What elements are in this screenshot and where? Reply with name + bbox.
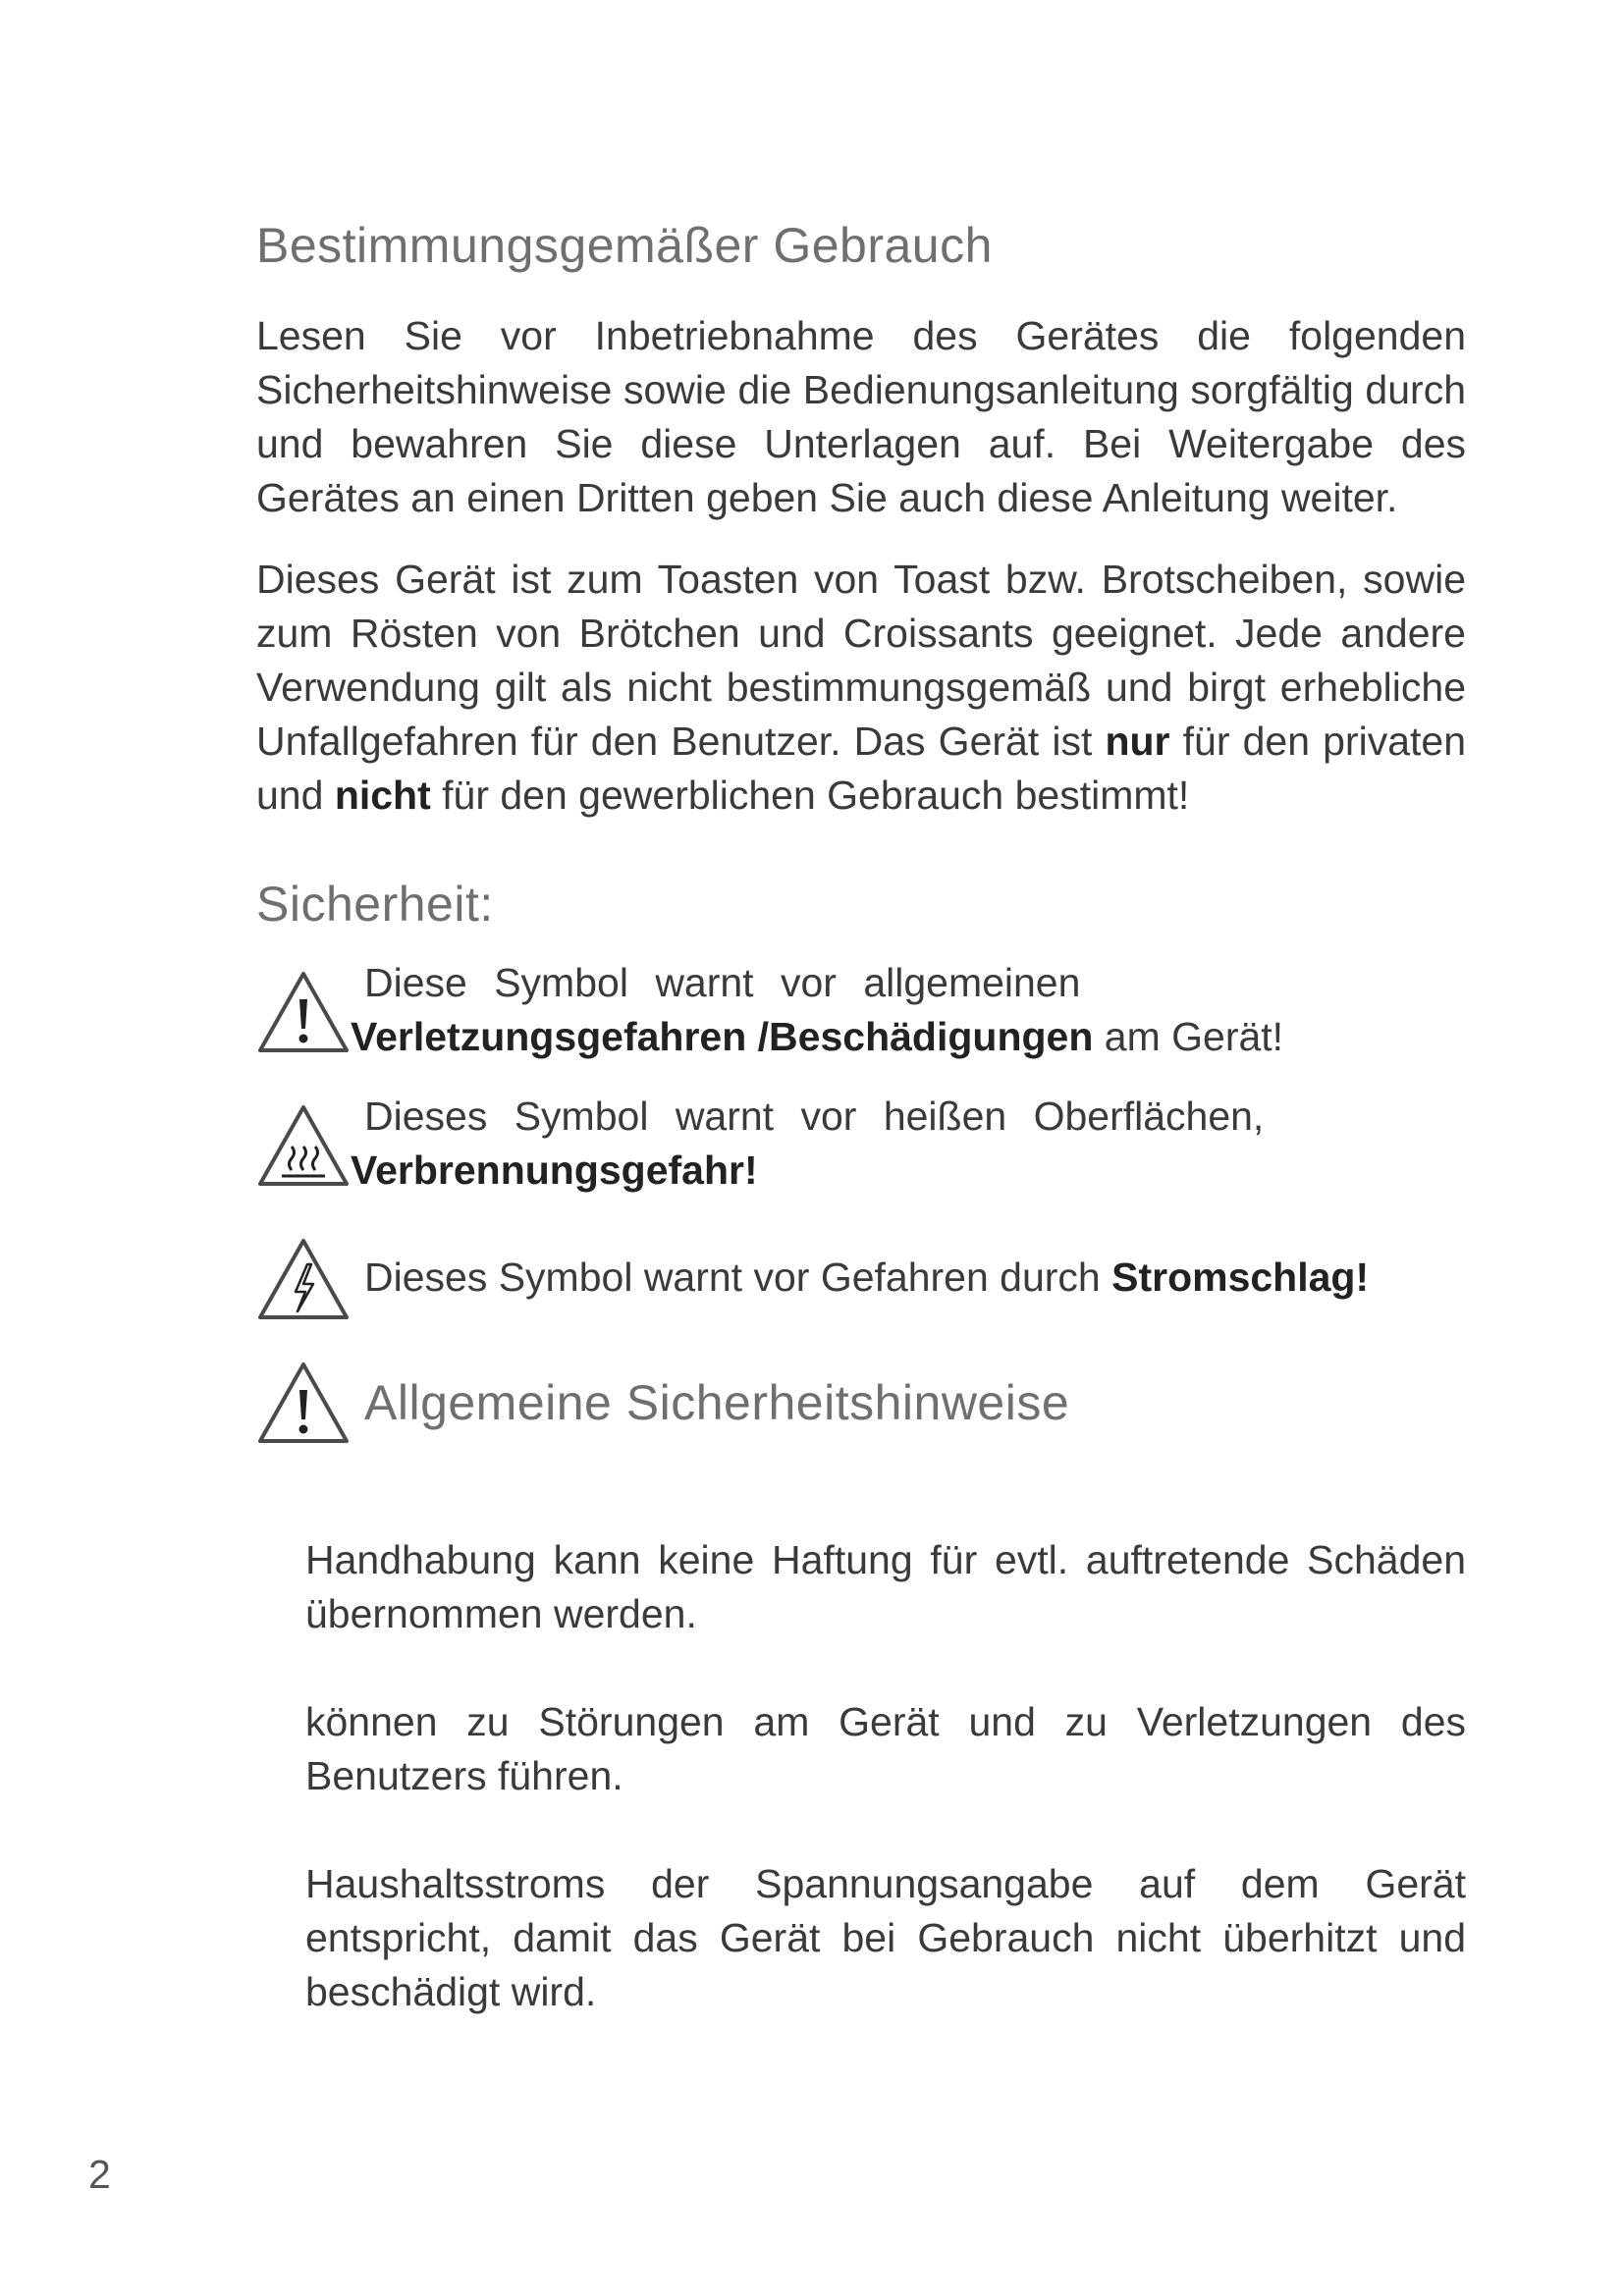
heading-intended-use: Bestimmungsgemäßer Gebrauch [256, 218, 993, 273]
list-item: Haushaltsstroms der Spannungsangabe auf dem Gerät entspricht, damit das Gerät bei Gebrauch nicht überhitzt und beschädigt wird. [305, 1861, 1466, 2014]
electric-shock-warning-icon [256, 1237, 351, 1321]
paragraph-intended-use-part3: für den gewerblichen Gebrauch bestimmt! [430, 773, 1190, 818]
symbol-general-bold: Verletzungsgefahren /Beschädigungen [351, 1014, 1094, 1059]
symbol-hot-bold: Verbrennungsgefahr! [351, 1148, 758, 1193]
warning-exclamation-icon [256, 1361, 351, 1445]
symbol-row-hot-surface [256, 1090, 1466, 1198]
symbol-general-line2 [351, 1010, 1466, 1064]
symbol-electric-text: Dieses Symbol warnt vor Gefahren durch [364, 1255, 1112, 1300]
symbol-general-line1: Diese Symbol warnt vor allgemeinen [364, 960, 1081, 1005]
symbol-row-general-warning [256, 956, 1466, 1064]
symbol-hot-line2 [351, 1144, 1466, 1198]
hot-surface-warning-icon [256, 1103, 351, 1188]
symbol-row-electric-shock [256, 1223, 1466, 1321]
heading-safety: Sicherheit: [256, 877, 494, 932]
symbol-general-rest: am Gerät! [1093, 1014, 1284, 1059]
emphasis-not: nicht [334, 773, 431, 818]
heading-general-safety: Allgemeine Sicherheitshinweise [364, 1375, 1070, 1430]
paragraph-intended-use-part1: Dieses Gerät ist zum Toasten von Toast bzw. Brotscheiben, sowie zum Rösten von Brötchen und Croissants geeignet. Jede andere Verwendung gilt als nicht bestimmungsgemäß und birgt erhebliche Unfallgefahren für den Benutzer. Das Gerät ist [256, 557, 1466, 764]
paragraph-intended-use-part2: für den privaten und [256, 719, 1466, 818]
list-item: können zu Störungen am Gerät und zu Verletzungen des Benutzers führen. [305, 1699, 1466, 1798]
symbol-description-hot [351, 1090, 1466, 1198]
symbol-description-electric [351, 1223, 1466, 1305]
symbol-description-general [351, 956, 1466, 1064]
warning-exclamation-icon [256, 970, 351, 1054]
paragraph-intended-use [256, 553, 1466, 823]
general-safety-heading-row [256, 1361, 1466, 1445]
paragraph-instructions: Lesen Sie vor Inbetriebnahme des Gerätes die folgenden Sicherheitshinweise sowie die Bedienungsanleitung sorgfältig durch und bewahren Sie diese Unterlagen auf. Bei Weitergabe des Gerätes an einen Dritten geben Sie auch diese Anleitung weiter. [256, 313, 1466, 520]
symbol-hot-line1: Dieses Symbol warnt vor heißen Oberflächen, [364, 1094, 1265, 1139]
list-item: Handhabung kann keine Haftung für evtl. auftretende Schäden übernommen werden. [305, 1537, 1466, 1636]
symbol-electric-bold: Stromschlag! [1111, 1255, 1370, 1300]
general-safety-list [305, 1533, 1466, 2019]
page-number: 2 [88, 2152, 111, 2197]
page-content [256, 211, 1466, 2073]
emphasis-only: nur [1105, 719, 1170, 764]
